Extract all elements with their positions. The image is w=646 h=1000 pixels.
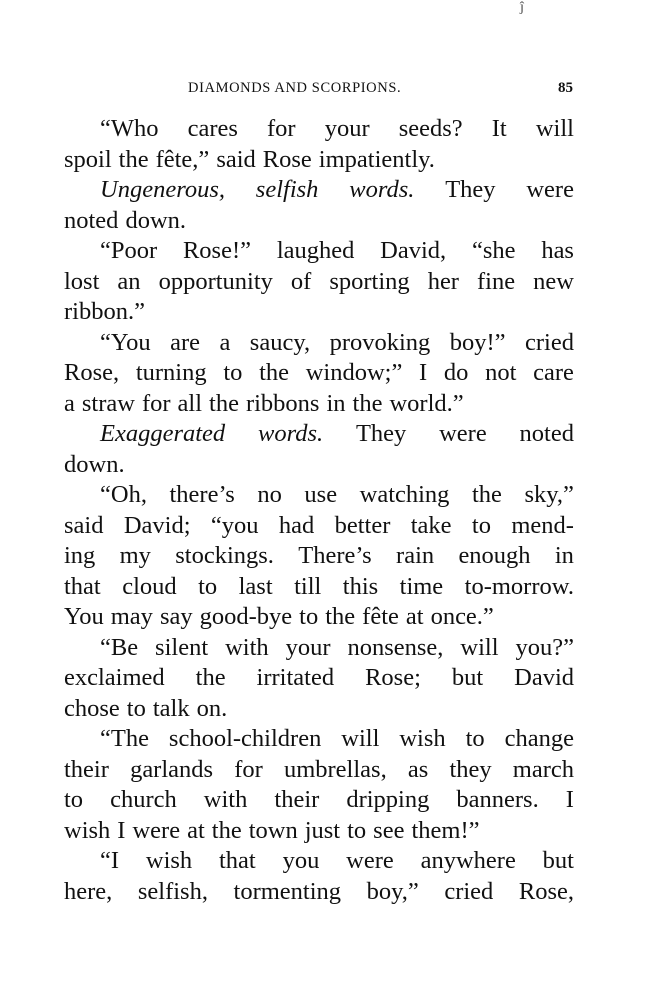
text-line [64, 450, 574, 481]
word: that [219, 847, 256, 874]
word: I [117, 816, 126, 844]
word: on. [196, 694, 228, 722]
word: them!” [411, 816, 480, 844]
text-line [64, 145, 574, 176]
text-line [64, 694, 574, 725]
word: “she [471, 237, 516, 264]
word: sporting [329, 267, 410, 295]
word: saucy, [249, 328, 311, 356]
word: were [346, 847, 394, 874]
text-line [64, 572, 574, 603]
word: fine [477, 267, 516, 295]
word: but [542, 847, 574, 874]
word: say [159, 603, 193, 630]
word: lost [64, 267, 100, 295]
word: the [118, 145, 149, 173]
word: noted [519, 420, 574, 447]
word: said [216, 145, 256, 173]
word: school-children [168, 725, 322, 752]
word: mend- [511, 511, 574, 539]
word: use [304, 481, 338, 508]
word: provoking [329, 328, 431, 356]
word: has [541, 237, 574, 264]
text-line [64, 602, 574, 633]
word: Rose; [365, 664, 421, 691]
word: to [198, 572, 218, 600]
word: Exaggerated [100, 420, 226, 447]
word: an [117, 267, 141, 295]
body-text [64, 114, 574, 907]
word: cried [524, 328, 574, 356]
word: chose [64, 694, 120, 722]
word: you [282, 847, 320, 874]
word: my [119, 542, 151, 569]
word: window;” [305, 359, 403, 386]
word: in [326, 389, 346, 417]
word: down. [64, 450, 125, 478]
word: impatiently. [318, 145, 435, 173]
word: spoil [64, 145, 112, 173]
word: no [257, 481, 282, 508]
word: cares [187, 115, 238, 142]
word: but [451, 664, 484, 691]
word: boy,” [366, 877, 419, 905]
word: were [132, 816, 181, 844]
word: will [460, 633, 499, 661]
word: not [485, 359, 517, 386]
word: fête,” [155, 145, 210, 173]
word: laughed [276, 237, 355, 264]
word: change [504, 725, 574, 752]
word: ribbons [245, 389, 320, 417]
word: “Oh, [100, 481, 147, 508]
word: “You [100, 328, 151, 356]
word: Rose [262, 145, 312, 173]
word: nonsense, [347, 633, 444, 661]
word: once.” [430, 603, 494, 630]
word: here, [64, 877, 113, 905]
word: town [248, 816, 298, 844]
word: dripping [346, 786, 430, 813]
text-line [64, 236, 574, 267]
word: take [410, 511, 452, 539]
word: cloud [122, 572, 177, 600]
word: will [535, 115, 574, 142]
text-line [64, 541, 574, 572]
word: the [325, 603, 356, 630]
word: to-morrow. [464, 572, 574, 600]
word: for [234, 755, 263, 783]
word: at [405, 603, 424, 630]
word: for [267, 115, 296, 142]
word: time [399, 572, 444, 600]
word: There’s [298, 542, 372, 569]
word: umbrellas, [283, 755, 387, 783]
text-line [64, 175, 574, 206]
word: just [304, 816, 341, 844]
word: the [211, 816, 242, 844]
word: you?” [515, 633, 574, 661]
word: “Who [100, 115, 159, 142]
word: rain [396, 542, 435, 569]
word: church [110, 786, 177, 813]
word: “you [210, 511, 259, 539]
word: to [126, 694, 146, 722]
word: silent [155, 633, 209, 661]
word: exclaimed [64, 664, 165, 691]
word: your [285, 633, 331, 661]
word: sky,” [524, 481, 574, 508]
word: down. [125, 206, 187, 234]
word: “The [100, 725, 149, 752]
word: cried [444, 877, 494, 905]
word: words. [258, 420, 324, 447]
text-line [64, 816, 574, 847]
word: will [341, 725, 380, 752]
text-line [64, 389, 574, 420]
word: It [491, 115, 507, 142]
word: opportunity [158, 267, 273, 295]
word: to [465, 725, 485, 752]
word: in [554, 542, 574, 569]
word: Rose, [518, 877, 574, 905]
word: the [471, 481, 502, 508]
word: watching [359, 481, 450, 508]
text-line [64, 480, 574, 511]
word: with [203, 786, 248, 813]
text-line [64, 358, 574, 389]
word: there’s [169, 481, 235, 508]
text-line [64, 419, 574, 450]
word: ing [64, 542, 96, 569]
text-line [64, 328, 574, 359]
word: their [274, 786, 320, 813]
word: her [427, 267, 459, 295]
word: wish [145, 847, 193, 874]
text-line [64, 267, 574, 298]
word: They [355, 420, 407, 447]
word: Ungenerous, [100, 176, 225, 203]
word: they [449, 755, 492, 783]
word: turning [135, 359, 207, 386]
word: may [110, 603, 153, 630]
word: I [565, 786, 574, 813]
word: stockings. [175, 542, 274, 569]
running-head [188, 80, 573, 100]
word: as [407, 755, 429, 783]
word: of [290, 267, 312, 295]
word: talk [152, 694, 190, 722]
word: boy!” [449, 328, 506, 356]
word: world.” [389, 389, 464, 417]
page-number: 85 [558, 80, 573, 96]
word: with [225, 633, 269, 661]
word: Rose, [64, 359, 120, 386]
word: a [64, 389, 75, 417]
word: do [443, 359, 469, 386]
word: at [187, 816, 205, 844]
word: their [64, 755, 109, 783]
word: wish [399, 725, 446, 752]
word: selfish [255, 176, 319, 203]
word: a [219, 328, 231, 356]
word: You [64, 603, 104, 630]
word: that [64, 572, 101, 600]
word: seeds? [398, 115, 463, 142]
word: are [170, 328, 200, 356]
word: to [223, 359, 243, 386]
word: anywhere [420, 847, 516, 874]
word: the [195, 664, 226, 691]
word: noted [64, 206, 119, 234]
word: irritated [256, 664, 335, 691]
word: last [238, 572, 273, 600]
word: good-bye [199, 603, 293, 630]
word: this [342, 572, 379, 600]
text-line [64, 206, 574, 237]
word: till [294, 572, 322, 600]
word: “Poor [100, 237, 158, 264]
text-line [64, 114, 574, 145]
word: to [471, 511, 491, 539]
word: Rose!” [182, 237, 252, 264]
text-line [64, 633, 574, 664]
word: “I [100, 847, 120, 874]
text-line [64, 297, 574, 328]
word: had [278, 511, 315, 539]
word: selfish, [137, 877, 208, 905]
word: fête [362, 603, 399, 630]
word: David; [123, 511, 191, 539]
word: to [299, 603, 319, 630]
word: were [439, 420, 487, 447]
word: all [177, 389, 203, 417]
text-line [64, 663, 574, 694]
word: words. [349, 176, 415, 203]
text-line [64, 511, 574, 542]
word: the [259, 359, 290, 386]
word: to [347, 816, 367, 844]
word: straw [81, 389, 135, 417]
stray-ink-mark: ĵ [520, 0, 524, 15]
word: better [334, 511, 391, 539]
text-line [64, 755, 574, 786]
word: garlands [130, 755, 214, 783]
word: They [445, 176, 496, 203]
text-line [64, 785, 574, 816]
word: “Be [100, 633, 139, 661]
word: march [512, 755, 574, 783]
word: David [514, 664, 574, 691]
word: new [533, 267, 574, 295]
text-line [64, 724, 574, 755]
word: your [324, 115, 370, 142]
word: tormenting [233, 877, 342, 905]
word: said [64, 511, 104, 539]
word: see [373, 816, 405, 844]
word: the [352, 389, 383, 417]
word: banners. [456, 786, 539, 813]
word: were [526, 176, 574, 203]
text-line [64, 877, 574, 908]
word: for [141, 389, 171, 417]
word: enough [458, 542, 531, 569]
text-line [64, 846, 574, 877]
word: the [209, 389, 239, 417]
word: David, [380, 237, 447, 264]
word: to [64, 786, 84, 813]
word: ribbon.” [64, 298, 145, 325]
running-title: DIAMONDS AND SCORPIONS. [188, 80, 402, 96]
word: wish [64, 816, 111, 844]
word: care [533, 359, 574, 386]
word: I [419, 359, 428, 386]
